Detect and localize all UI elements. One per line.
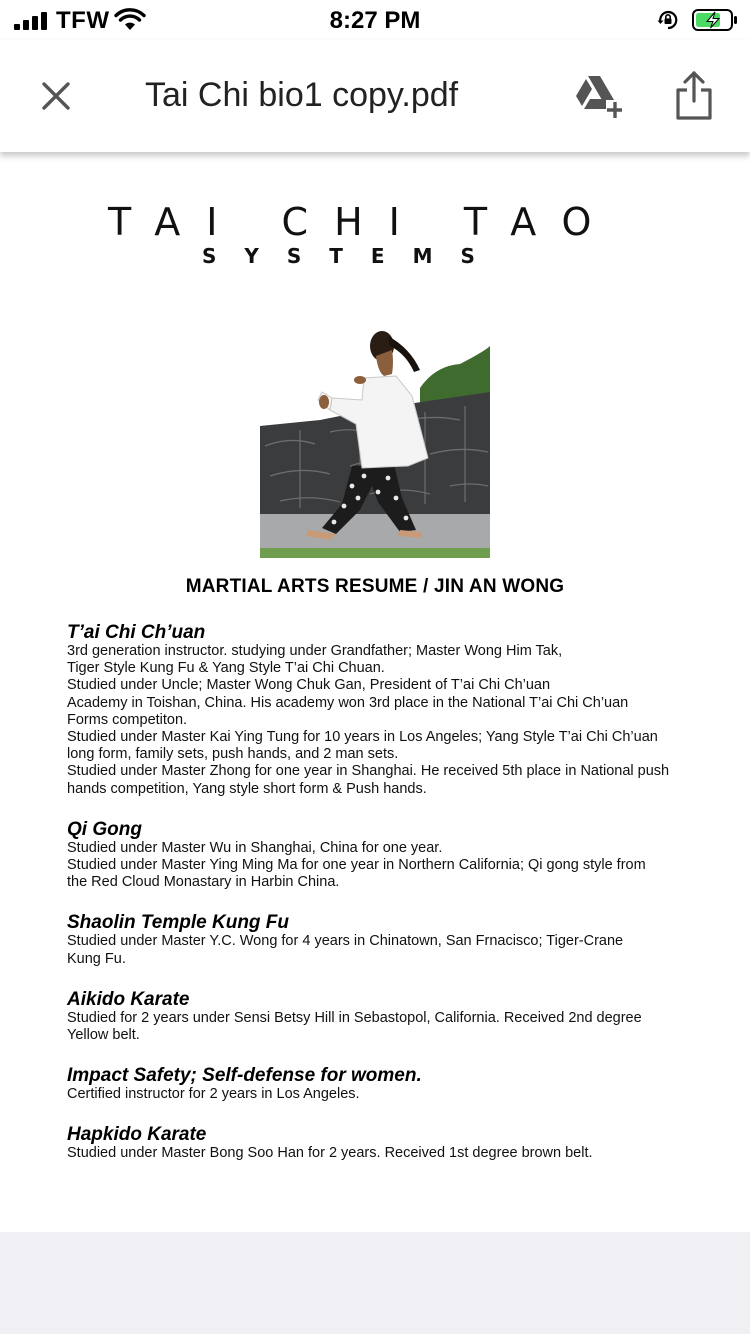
section-impact-safety — [67, 1065, 739, 1103]
share-button[interactable] — [674, 70, 714, 122]
logo-subtitle: SYSTEMS — [202, 244, 503, 268]
section-heading: Aikido Karate — [67, 988, 190, 1010]
resume-title: MARTIAL ARTS RESUME / JIN AN WONG — [185, 576, 565, 597]
carrier-name: TFW — [56, 7, 110, 34]
resume-content — [67, 622, 739, 1184]
section-heading: Shaolin Temple Kung Fu — [67, 912, 290, 934]
close-button[interactable] — [38, 78, 74, 114]
section-tai-chi — [67, 622, 739, 798]
clock: 8:27 PM — [329, 7, 421, 34]
section-body: Studied under Master Bong Soo Han for 2 years. Received 1st degree brown belt. — [67, 1145, 593, 1162]
battery-charging-icon — [692, 9, 738, 31]
section-heading: Hapkido Karate — [67, 1124, 207, 1146]
section-body: 3rd generation instructor. studying under Grandfather; Master Wong Him Tak, Tiger Style Kung Fu & Yang Style T’ai Chi Chuan. Studied under Uncle; Master Wong Chuk Gan, President of T’ai Chi Ch’uan Academy in Toishan, China. His academy won 3rd place in the National T’ai Chi Ch’uan Forms competiton. Studied under Master Kai Ying Tung for 10 years in Los Angeles; Yang Style T’ai Chi Ch’uan long form, family sets, push hands, and 2 man sets. Studied under Master Zhong for one year in Shanghai. He received 5th place in National push hands competition, Yang style short form & Push hands. — [67, 643, 670, 797]
section-body: Studied for 2 years under Sensi Betsy Hill in Sebastopol, California. Received 2nd degree Yellow belt. — [67, 1009, 642, 1044]
share-icon — [678, 73, 710, 118]
orientation-lock-icon — [656, 8, 680, 32]
status-bar — [0, 0, 750, 40]
section-shaolin — [67, 912, 739, 967]
section-body: Certified instructor for 2 years in Los Angeles. — [67, 1086, 360, 1103]
section-heading: Qi Gong — [67, 818, 142, 840]
viewer-header — [0, 40, 750, 152]
add-to-drive-button[interactable] — [574, 74, 622, 118]
section-heading: Impact Safety; Self-defense for women. — [67, 1065, 422, 1087]
pdf-page[interactable] — [0, 152, 750, 1232]
add-to-drive-icon — [576, 76, 622, 118]
section-qi-gong — [67, 819, 739, 892]
section-body: Studied under Master Wu in Shanghai, China for one year. Studied under Master Ying Ming Ma for one year in Northern California; Qi gong style from the Red Cloud Monastary in Harbin China. — [67, 839, 646, 891]
document-title: Tai Chi bio1 copy.pdf — [145, 76, 459, 114]
section-hapkido — [67, 1124, 739, 1162]
section-body: Studied under Master Y.C. Wong for 4 years in Chinatown, San Frnacisco; Tiger-Crane Kung Fu. — [67, 933, 624, 967]
section-aikido — [67, 989, 739, 1044]
tai-chi-photo — [260, 326, 490, 558]
section-heading: T’ai Chi Ch’uan — [67, 622, 206, 643]
viewer-background — [0, 1232, 750, 1334]
logo-title: TAI CHI TAO — [108, 200, 618, 244]
